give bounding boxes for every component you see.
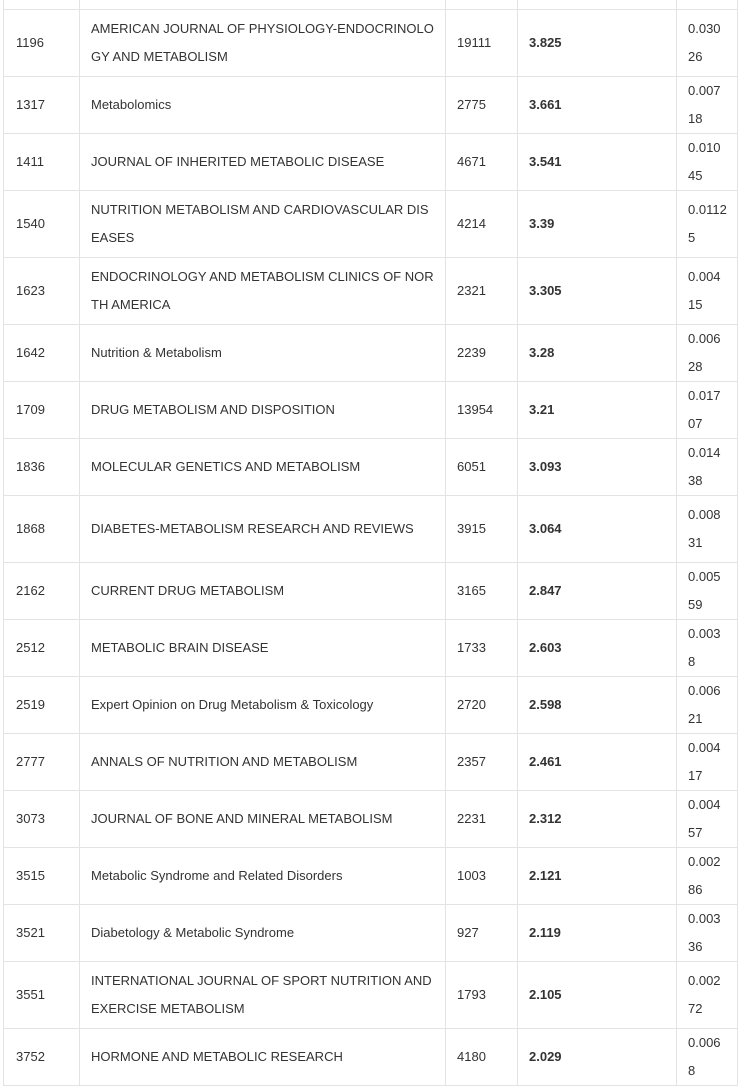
eigenfactor-cell: 0.00415 xyxy=(677,258,738,325)
eigenfactor-cell: 0.00621 xyxy=(677,677,738,734)
journal-title-cell: DIABETES-METABOLISM RESEARCH AND REVIEWS xyxy=(80,496,446,563)
rank-cell: 2519 xyxy=(4,677,80,734)
total-cites-cell: 4214 xyxy=(446,191,518,258)
eigenfactor-cell: 0.00831 xyxy=(677,496,738,563)
impact-factor-cell: 3.21 xyxy=(518,382,677,439)
eigenfactor-cell: 0.01438 xyxy=(677,439,738,496)
impact-factor-cell: 3.28 xyxy=(518,325,677,382)
journal-title-cell: JOURNAL OF INHERITED METABOLIC DISEASE xyxy=(80,134,446,191)
journal-title-cell: MOLECULAR GENETICS AND METABOLISM xyxy=(80,439,446,496)
eigenfactor-cell: 0.00336 xyxy=(677,905,738,962)
rank-cell: 1196 xyxy=(4,10,80,77)
journal-title-cell: Nutrition & Metabolism xyxy=(80,325,446,382)
eigenfactor-cell: 0.01707 xyxy=(677,382,738,439)
total-cites-cell: 19111 xyxy=(446,10,518,77)
eigenfactor-cell: 0.00272 xyxy=(677,962,738,1029)
table-row xyxy=(4,791,738,848)
rank-cell: 2777 xyxy=(4,734,80,791)
journal-title-cell: HORMONE AND METABOLIC RESEARCH xyxy=(80,1029,446,1086)
impact-factor-cell: 2.598 xyxy=(518,677,677,734)
rank-cell: 3073 xyxy=(4,791,80,848)
impact-factor-cell: 2.105 xyxy=(518,962,677,1029)
table-row xyxy=(4,905,738,962)
eigenfactor-cell xyxy=(677,0,738,10)
table-row xyxy=(4,496,738,563)
impact-factor-cell: 2.603 xyxy=(518,620,677,677)
journal-title-cell: Metabolomics xyxy=(80,77,446,134)
table-row xyxy=(4,191,738,258)
rank-cell: 1642 xyxy=(4,325,80,382)
total-cites-cell: 1733 xyxy=(446,620,518,677)
rank-cell: 1868 xyxy=(4,496,80,563)
table-row xyxy=(4,677,738,734)
table-body xyxy=(4,0,738,1086)
total-cites-cell: 2357 xyxy=(446,734,518,791)
table-row xyxy=(4,563,738,620)
rank-cell: 1709 xyxy=(4,382,80,439)
rank-cell: 1411 xyxy=(4,134,80,191)
table-row xyxy=(4,325,738,382)
journal-title-cell: METABOLIC BRAIN DISEASE xyxy=(80,620,446,677)
cites-cell xyxy=(446,0,518,10)
total-cites-cell: 2321 xyxy=(446,258,518,325)
rank-cell: 1836 xyxy=(4,439,80,496)
table-row xyxy=(4,734,738,791)
journal-title-cell: Metabolic Syndrome and Related Disorders xyxy=(80,848,446,905)
journal-title-cell: JOURNAL OF BONE AND MINERAL METABOLISM xyxy=(80,791,446,848)
table-row xyxy=(4,620,738,677)
impact-factor-cell: 3.541 xyxy=(518,134,677,191)
rank-cell: 1623 xyxy=(4,258,80,325)
journal-title-cell: Expert Opinion on Drug Metabolism & Toxicology xyxy=(80,677,446,734)
eigenfactor-cell: 0.00457 xyxy=(677,791,738,848)
rank-cell: 3515 xyxy=(4,848,80,905)
total-cites-cell: 927 xyxy=(446,905,518,962)
journal-table-container xyxy=(3,0,738,1086)
table-row xyxy=(4,77,738,134)
table-row xyxy=(4,848,738,905)
journal-title-cell: Diabetology & Metabolic Syndrome xyxy=(80,905,446,962)
impact-factor-cell: 2.461 xyxy=(518,734,677,791)
impact-factor-cell: 3.064 xyxy=(518,496,677,563)
rank-cell: 1540 xyxy=(4,191,80,258)
journal-title-cell: ENDOCRINOLOGY AND METABOLISM CLINICS OF NORTH AMERICA xyxy=(80,258,446,325)
eigenfactor-cell: 0.03026 xyxy=(677,10,738,77)
rank-cell: 3752 xyxy=(4,1029,80,1086)
impact-factor-cell: 3.305 xyxy=(518,258,677,325)
rank-cell: 2162 xyxy=(4,563,80,620)
impact-factor-cell: 2.119 xyxy=(518,905,677,962)
impact-factor-cell: 3.39 xyxy=(518,191,677,258)
total-cites-cell: 3165 xyxy=(446,563,518,620)
journal-title-cell: NUTRITION METABOLISM AND CARDIOVASCULAR DISEASES xyxy=(80,191,446,258)
rank-cell: 3521 xyxy=(4,905,80,962)
table-row-partial xyxy=(4,0,738,10)
eigenfactor-cell: 0.01125 xyxy=(677,191,738,258)
rank-cell: 1317 xyxy=(4,77,80,134)
table-row xyxy=(4,10,738,77)
table-row xyxy=(4,258,738,325)
impact-factor-cell: 2.847 xyxy=(518,563,677,620)
journal-ranking-table xyxy=(3,0,738,1086)
total-cites-cell: 2239 xyxy=(446,325,518,382)
impact-factor-cell: 3.093 xyxy=(518,439,677,496)
total-cites-cell: 2720 xyxy=(446,677,518,734)
impact-factor-cell: 3.661 xyxy=(518,77,677,134)
rank-cell: 2512 xyxy=(4,620,80,677)
eigenfactor-cell: 0.00628 xyxy=(677,325,738,382)
total-cites-cell: 1003 xyxy=(446,848,518,905)
title-cell xyxy=(80,0,446,10)
rank-cell xyxy=(4,0,80,10)
journal-title-cell: CURRENT DRUG METABOLISM xyxy=(80,563,446,620)
journal-title-cell: ANNALS OF NUTRITION AND METABOLISM xyxy=(80,734,446,791)
table-row xyxy=(4,134,738,191)
total-cites-cell: 13954 xyxy=(446,382,518,439)
journal-title-cell: AMERICAN JOURNAL OF PHYSIOLOGY-ENDOCRINOLOGY AND METABOLISM xyxy=(80,10,446,77)
eigenfactor-cell: 0.00559 xyxy=(677,563,738,620)
table-row xyxy=(4,439,738,496)
eigenfactor-cell: 0.0068 xyxy=(677,1029,738,1086)
table-row xyxy=(4,962,738,1029)
impact-factor-cell: 2.312 xyxy=(518,791,677,848)
total-cites-cell: 6051 xyxy=(446,439,518,496)
journal-title-cell: INTERNATIONAL JOURNAL OF SPORT NUTRITION AND EXERCISE METABOLISM xyxy=(80,962,446,1029)
impact-factor-cell: 2.121 xyxy=(518,848,677,905)
eigenfactor-cell: 0.0038 xyxy=(677,620,738,677)
total-cites-cell: 3915 xyxy=(446,496,518,563)
impact-factor-cell xyxy=(518,0,677,10)
journal-title-cell: DRUG METABOLISM AND DISPOSITION xyxy=(80,382,446,439)
total-cites-cell: 4180 xyxy=(446,1029,518,1086)
impact-factor-cell: 3.825 xyxy=(518,10,677,77)
total-cites-cell: 2775 xyxy=(446,77,518,134)
table-row xyxy=(4,382,738,439)
eigenfactor-cell: 0.00286 xyxy=(677,848,738,905)
eigenfactor-cell: 0.01045 xyxy=(677,134,738,191)
rank-cell: 3551 xyxy=(4,962,80,1029)
total-cites-cell: 1793 xyxy=(446,962,518,1029)
eigenfactor-cell: 0.00417 xyxy=(677,734,738,791)
eigenfactor-cell: 0.00718 xyxy=(677,77,738,134)
total-cites-cell: 4671 xyxy=(446,134,518,191)
impact-factor-cell: 2.029 xyxy=(518,1029,677,1086)
table-row xyxy=(4,1029,738,1086)
total-cites-cell: 2231 xyxy=(446,791,518,848)
